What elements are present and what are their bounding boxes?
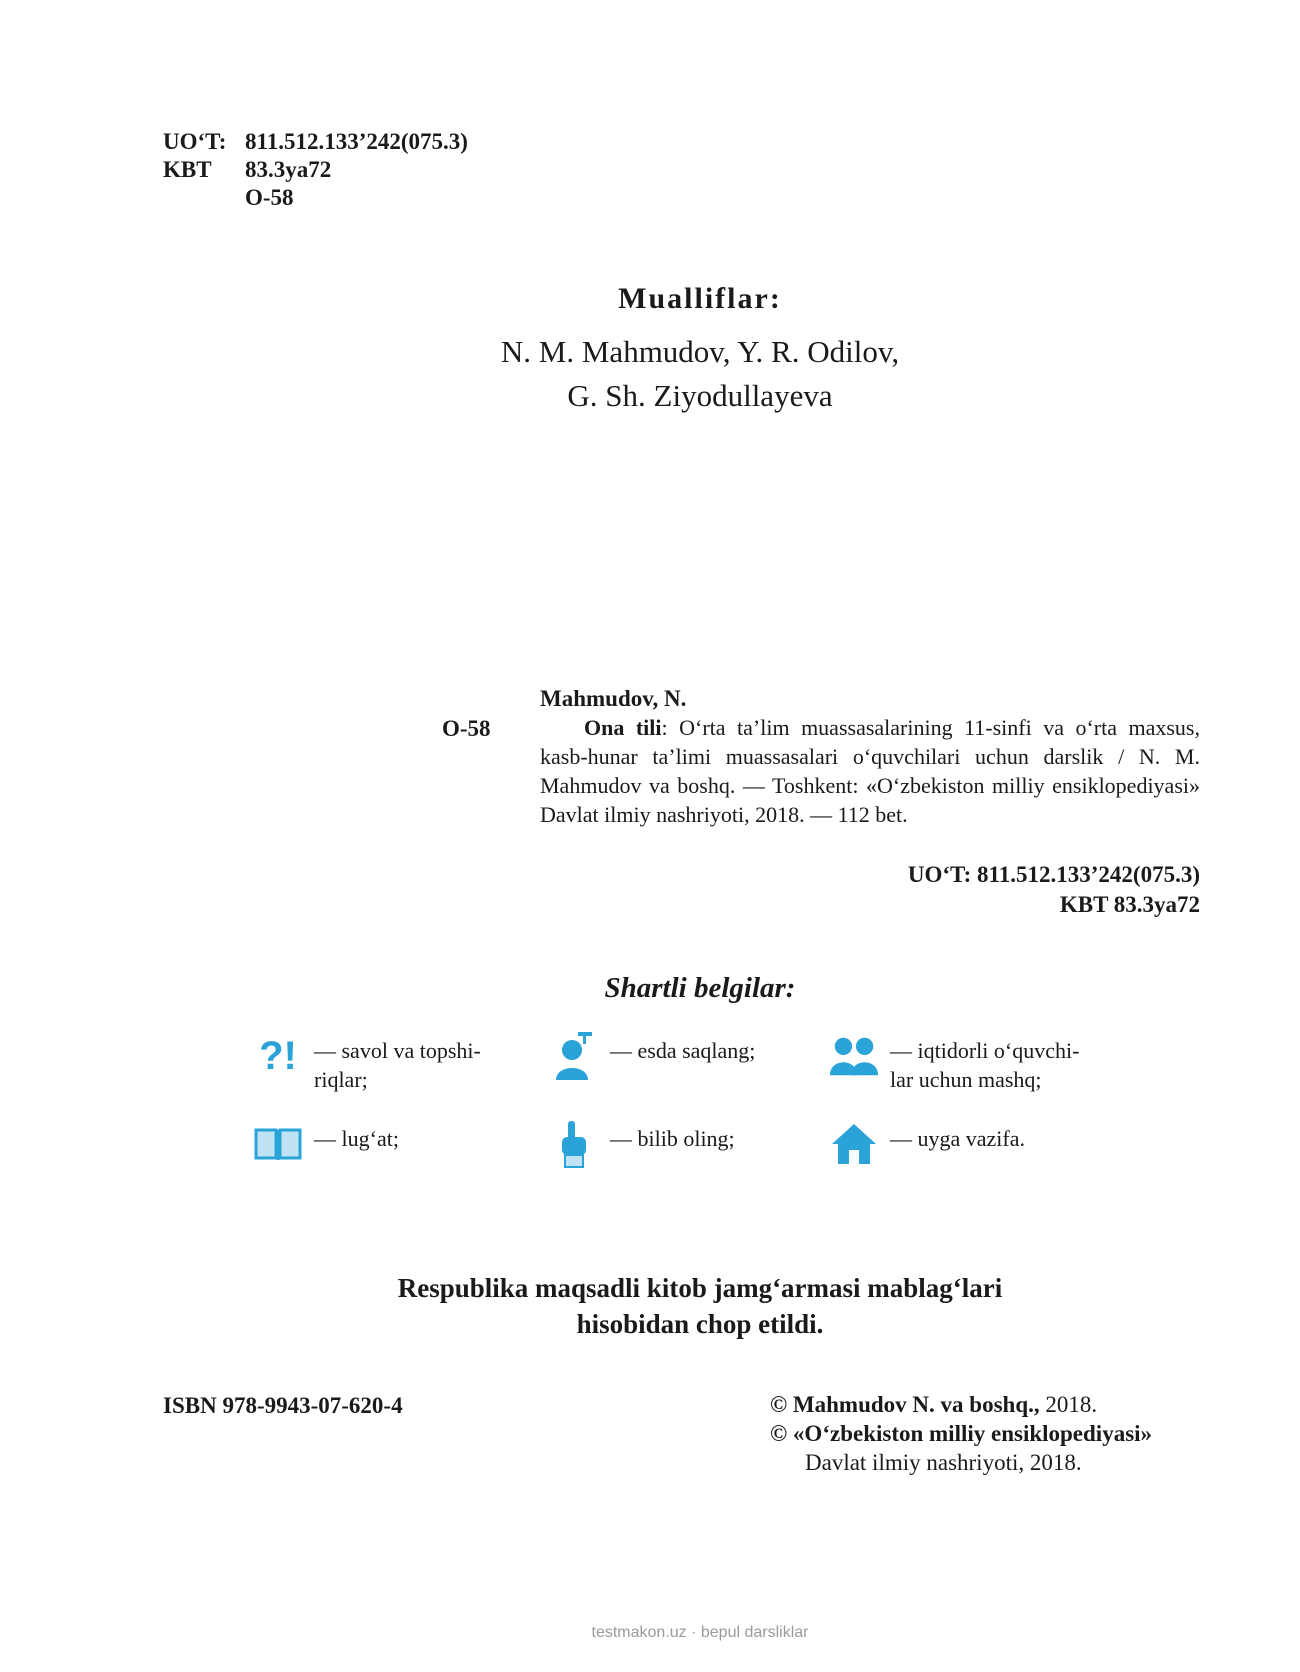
authors-heading: Mualliflar: — [618, 282, 782, 315]
catalog-card — [540, 684, 1200, 829]
card-title: Ona tili — [584, 715, 662, 740]
funding-note — [0, 1270, 1300, 1342]
card-description-text: : O‘rta ta’lim muassasalarining 11-sinfi va o‘rta maxsus, kasb-hunar ta’limi muassasalari o‘quvchilari uchun darslik / N. M. Mahmudov va boshq. — Toshkent: «O‘zbekiston milliy ensiklopediyasi» Davlat ilmiy nashriyoti, 2018. — 112 bet. — [540, 715, 1200, 827]
copyright-year: 2018. — [1039, 1392, 1098, 1417]
students-icon — [828, 1030, 880, 1082]
kbt-value: 83.3ya72 — [245, 157, 332, 182]
copyright-author: © Mahmudov N. va boshq., — [770, 1392, 1040, 1417]
graduate-icon — [548, 1030, 600, 1082]
card-description — [540, 713, 1200, 829]
copyright-block — [770, 1390, 1152, 1477]
funding-line-1: Respublika maqsadli kitob jamg‘armasi mablag‘lari — [397, 1273, 1003, 1303]
pointing-hand-icon — [548, 1118, 600, 1170]
copyright-publisher: © «O‘zbekiston milliy ensiklopediyasi» — [770, 1421, 1153, 1446]
footer-watermark: testmakon.uz · bepul darsliklar — [591, 1624, 809, 1641]
funding-line-2: hisobidan chop etildi. — [576, 1309, 824, 1339]
authors-list — [0, 330, 1300, 418]
question-exclamation-icon: ?! — [259, 1033, 297, 1078]
uot-label: UO‘T: — [163, 129, 227, 154]
legend-item-dictionary: — lug‘at; — [252, 1118, 399, 1170]
legend-title: Shartli belgilar: — [604, 972, 796, 1004]
call-number: O-58 — [245, 185, 294, 210]
legend-item-gifted: — iqtidorli o‘quvchi- lar uchun mashq; — [828, 1030, 1079, 1094]
card-uot: UO‘T: 811.512.133’242(075.3) — [907, 862, 1200, 887]
authors-line-2: G. Sh. Ziyodullayeva — [567, 378, 833, 413]
card-call-number: O-58 — [442, 716, 491, 741]
open-book-icon — [252, 1118, 304, 1170]
house-icon — [828, 1118, 880, 1170]
card-kbt: KBT 83.3ya72 — [1059, 892, 1200, 917]
card-author: Mahmudov, N. — [540, 686, 687, 711]
legend-item-homework: — uyga vazifa. — [828, 1118, 1025, 1170]
copyright-publisher-name: Davlat ilmiy nashriyoti, 2018. — [805, 1450, 1082, 1475]
uot-value: 811.512.133’242(075.3) — [245, 129, 468, 154]
authors-line-1: N. M. Mahmudov, Y. R. Odilov, — [500, 334, 900, 369]
isbn: ISBN 978-9943-07-620-4 — [163, 1393, 403, 1418]
legend-item-question: ?! — savol va topshi- riqlar; — [252, 1030, 481, 1094]
legend-item-learn: — bilib oling; — [548, 1118, 735, 1170]
kbt-label: KBT — [163, 157, 212, 182]
card-codes — [908, 860, 1200, 920]
legend-item-remember: — esda saqlang; — [548, 1030, 755, 1082]
classification-block — [163, 128, 468, 212]
